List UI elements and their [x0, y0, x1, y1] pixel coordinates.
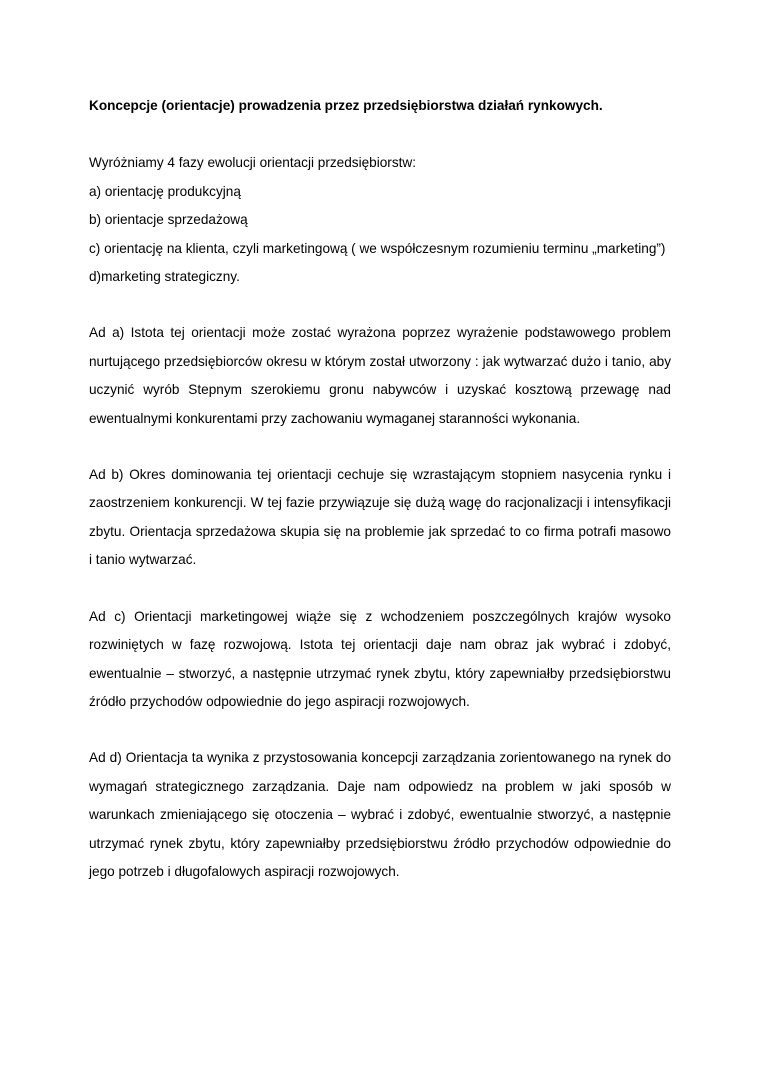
orientation-list [89, 178, 671, 292]
list-item: d)marketing strategiczny. [89, 269, 240, 285]
document-title: Koncepcje (orientacje) prowadzenia przez przedsiębiorstwa działań rynkowych. [89, 98, 603, 113]
list-item: b) orientacje sprzedażową [89, 212, 248, 228]
paragraph-ad-c: Ad c) Orientacji marketingowej wiąże się z wchodzeniem poszczególnych krajów wysoko rozwiniętych w fazę rozwojową. Istota tej orientacji daje nam obraz jak wybrać i zdobyć, ewentualnie – stworzyć, a następnie utrzymać rynek zbytu, który zapewniałby przedsiębiorstwu źródło przychodów odpowiednie do jego aspiracji rozwojowych. [89, 608, 671, 709]
paragraph-ad-a: Ad a) Istota tej orientacji może zostać wyrażona poprzez wyrażenie podstawowego problem nurtującego przedsiębiorców okresu w którym został utworzony : jak wytwarzać dużo i tanio, aby uczynić wyrób Stepnym szerokiemu gronu nabywców i uzyskać kosztową przewagę nad ewentualnymi konkurentami przy zachowaniu wymaganej staranności wykonania. [89, 325, 671, 426]
paragraph-ad-d: Ad d) Orientacja ta wynika z przystosowania koncepcji zarządzania zorientowanego na rynek do wymagań strategicznego zarządzania. Daje nam odpowiedz na problem w jaki sposób w warunkach zmieniającego się otoczenia – wybrać i zdobyć, ewentualnie stworzyć, a następnie utrzymać rynek zbytu, który zapewniałby przedsiębiorstwu źródło przychodów odpowiednie do jego potrzeb i długofalowych aspiracji rozwojowych. [89, 750, 671, 879]
list-item: c) orientację na klienta, czyli marketingową ( we współczesnym rozumieniu terminu „marketing”) [89, 240, 666, 256]
document-page [89, 92, 671, 886]
intro-text: Wyróżniamy 4 fazy ewolucji orientacji przedsiębiorstw: [89, 155, 416, 171]
paragraph-ad-b: Ad b) Okres dominowania tej orientacji cechuje się wzrastającym stopniem nasycenia rynku i zaostrzeniem konkurencji. W tej fazie przywiązuje się dużą wagę do racjonalizacji i intensyfikacji zbytu. Orientacja sprzedażowa skupia się na problemie jak sprzedać to co firma potrafi masowo i tanio wytwarzać. [89, 467, 671, 568]
list-item: a) orientację produkcyjną [89, 183, 241, 199]
